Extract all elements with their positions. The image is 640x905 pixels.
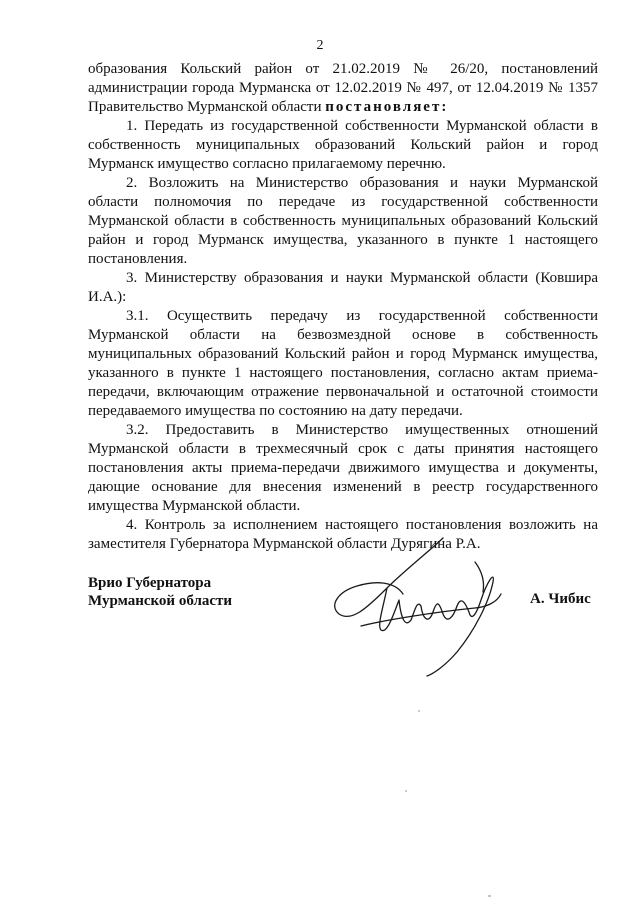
- signatory-title-line2: Мурманской области: [88, 593, 233, 609]
- paragraph-3: 3. Министерству образования и науки Мурманской области (Ковшира И.А.):: [88, 270, 598, 305]
- paragraph-3-1: 3.1. Осуществить передачу из государственной собственности Мурманской области на безвозмездной основе в собственность муниципальных образований Кольский район и город Мурманск имущества, указанного в пункте 1 настоящего постановления, согласно актам приема-передачи, включающим отражение первоначальной и остаточной стоимости передаваемого имущества по состоянию на дату передачи.: [88, 308, 598, 419]
- paragraph-4: 4. Контроль за исполнением настоящего постановления возложить на заместителя Губернатора Мурманской области Дурягина Р.А.: [88, 517, 598, 552]
- document-body: [88, 60, 598, 554]
- scan-speck: [488, 895, 491, 897]
- page-number: 2: [316, 38, 324, 53]
- handwritten-signature: [325, 530, 525, 680]
- signatory-title: [88, 574, 232, 610]
- paragraph-3-2: 3.2. Предоставить в Министерство имущественных отношений Мурманской области в трехмесячный срок с даты принятия настоящего постановления акты приема-передачи движимого имущества и документы, дающие основание для внесения изменений в реестр государственного имущества Мурманской области.: [88, 422, 598, 514]
- intro-paragraph: [88, 60, 598, 117]
- paragraph-1: 1. Передать из государственной собственности Мурманской области в собственность муниципальных образований Кольский район и город Мурманск имущество согласно прилагаемому перечню.: [88, 118, 598, 172]
- signatory-name: А. Чибис: [530, 591, 591, 607]
- intro-text: образования Кольский район от 21.02.2019 № 26/20, постановлений администрации города Мурманска от 12.02.2019 № 497, от 12.04.2019 № 1357 Правительство Мурманской области: [88, 61, 598, 115]
- signatory-title-line1: Врио Губернатора: [88, 575, 212, 591]
- scan-speck: [405, 790, 407, 792]
- decree-word: постановляет:: [325, 99, 449, 115]
- scan-speck: [418, 710, 420, 712]
- paragraph-2: 2. Возложить на Министерство образования и науки Мурманской области полномочия по передаче из государственной собственности Мурманской области в собственность муниципальных образований Кольский район и город Мурманск имущества, указанного в пункте 1 настоящего постановления.: [88, 175, 598, 267]
